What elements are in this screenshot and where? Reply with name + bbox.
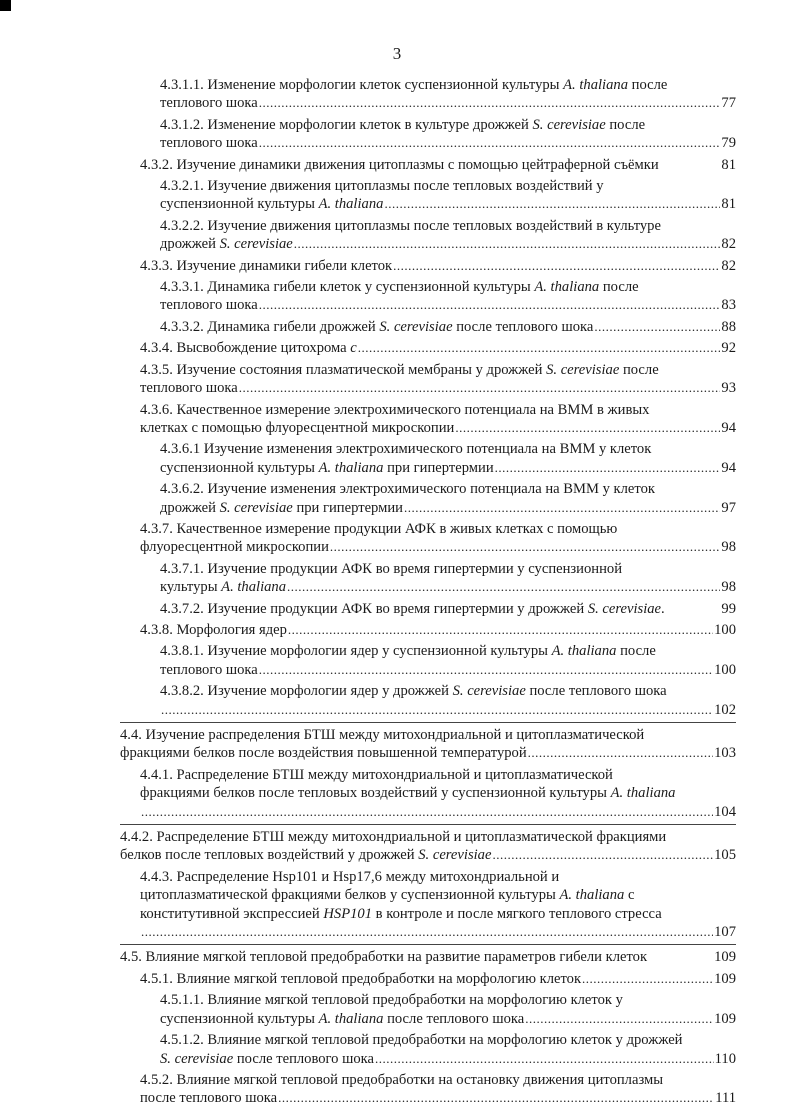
toc-page-number: 110 <box>714 1050 736 1067</box>
toc-entry-text: после теплового шока <box>140 1090 278 1107</box>
toc-entry-text: 4.3.3.2. Динамика гибели дрожжей S. cerevisiae после теплового шока <box>160 318 594 335</box>
toc-leader-dots <box>259 661 713 679</box>
toc-entry-line <box>160 459 736 477</box>
toc-entry-text: 4.3.3. Изучение динамики гибели клеток <box>140 257 393 274</box>
toc-entry-line <box>160 296 736 314</box>
toc-entry-line <box>160 480 736 498</box>
toc-entry-text: суспензионной культуры A. thaliana <box>160 196 384 213</box>
toc-leader-dots <box>528 744 713 762</box>
toc-entry-line <box>140 1089 736 1107</box>
separator-rule <box>120 824 736 825</box>
toc-entry-text: 4.3.7.2. Изучение продукции АФК во время гипертермии у дрожжей S. cerevisiae <box>160 600 662 617</box>
toc-entry-line: 4.3.7.2. Изучение продукции АФК во время гипертермии у дрожжей S. cerevisiae . 99 <box>160 600 736 617</box>
toc-entry[interactable] <box>140 1071 736 1108</box>
toc-entry-line <box>140 419 736 437</box>
toc-entry[interactable] <box>140 970 736 988</box>
toc-entry-line <box>140 401 736 419</box>
toc-entry-text: 4.4. Изучение распределения БТШ между митохондриальной и цитоплазматической <box>120 727 645 743</box>
toc-page-number: 92 <box>721 340 736 357</box>
toc-entry-line <box>160 278 736 296</box>
page-number: 3 <box>392 44 402 63</box>
toc-entry-line <box>160 991 736 1009</box>
toc-entry-line <box>140 886 736 904</box>
toc-leader-dots <box>495 459 721 477</box>
toc-entry-text: 4.3.5. Изучение состояния плазматической мембраны у дрожжей S. cerevisiae после <box>140 361 659 378</box>
toc-entry[interactable] <box>160 480 736 517</box>
toc-entry-line <box>160 134 736 152</box>
toc-entry-line <box>120 744 736 762</box>
toc-entry-text: теплового шока <box>160 95 258 112</box>
toc-entry[interactable] <box>160 177 736 214</box>
toc-entry-text: 4.3.8.2. Изучение морфологии ядер у дрожжей S. cerevisiae после теплового шока <box>160 683 667 700</box>
toc-entry-text: 4.3.2.2. Изучение движения цитоплазмы после тепловых воздействий в культуре <box>160 217 661 234</box>
toc-entry-line <box>140 257 736 275</box>
toc-entry-line <box>140 621 736 639</box>
toc-entry-line <box>160 440 736 458</box>
toc-leader-dots <box>141 923 713 941</box>
toc-page-number: 111 <box>715 1090 736 1107</box>
toc-entry[interactable] <box>140 361 736 398</box>
toc-entry-text: 4.3.6. Качественное измерение электрохимического потенциала на ВММ в живых <box>140 401 650 418</box>
toc-entry-line <box>160 560 736 578</box>
toc-entry-text: конститутивной экспрессией HSP101 в контроле и после мягкого теплового стресса <box>140 905 662 922</box>
toc-entry[interactable] <box>160 682 736 719</box>
toc-leader-dots <box>358 339 721 357</box>
toc-page-number: 98 <box>721 579 736 596</box>
toc-page-number: 88 <box>721 318 736 335</box>
toc-entry-text: 4.3.2. Изучение динамики движения цитоплазмы с помощью цейтраферной съёмки <box>140 156 659 173</box>
toc-page-number: 109 <box>714 970 736 987</box>
toc-leader-dots <box>259 134 721 152</box>
toc-entry[interactable] <box>160 560 736 597</box>
toc-entry-line <box>160 701 736 719</box>
toc-entry[interactable] <box>160 217 736 254</box>
toc-entry-line <box>140 538 736 556</box>
toc-entry-text: 4.5.2. Влияние мягкой тепловой предобработки на остановку движения цитоплазмы <box>140 1071 664 1088</box>
toc-entry-text: 4.4.2. Распределение БТШ между митохондриальной и цитоплазматической фракциями <box>120 829 667 846</box>
toc-leader-dots <box>239 379 721 397</box>
toc-leader-dots <box>330 538 721 556</box>
toc-entry[interactable] <box>140 621 736 639</box>
toc-leader-dots <box>582 970 713 988</box>
toc-entry[interactable] <box>160 642 736 679</box>
toc-entry-text: дрожжей S. cerevisiae при гипертермии <box>160 499 403 516</box>
toc-entry-text: 4.3.8. Морфология ядер <box>140 621 287 638</box>
toc-page-number: 99 <box>721 600 736 617</box>
toc-entry-text: дрожжей S. cerevisiae <box>160 236 293 253</box>
toc-leader-dots <box>259 296 721 314</box>
toc-entry-text: 4.4.1. Распределение БТШ между митохондриальной и цитоплазматической <box>140 766 613 783</box>
toc-entry-text: 4.5. Влияние мягкой тепловой предобработки на развитие параметров гибели клеток <box>120 949 648 966</box>
toc-entry-line <box>140 379 736 397</box>
toc-entry[interactable] <box>160 600 736 618</box>
toc-page-number: 102 <box>714 701 736 718</box>
toc-entry-text: 4.3.6.2. Изучение изменения электрохимического потенциала на ВММ у клеток <box>160 481 655 498</box>
toc-entry-line <box>160 177 736 195</box>
toc-entry-line <box>140 766 736 784</box>
toc-leader-dots <box>259 94 721 112</box>
toc-entry[interactable] <box>140 257 736 275</box>
toc-entry-text: 4.3.3.1. Динамика гибели клеток у суспензионной культуры A. thaliana после <box>160 279 639 296</box>
toc-leader-dots <box>141 803 713 821</box>
toc-entry-text: фракциями белков после тепловых воздействий у суспензионной культуры A. thaliana <box>140 785 676 802</box>
toc-entry-line <box>160 661 736 679</box>
toc-leader-dots <box>492 846 713 864</box>
toc-leader-dots <box>288 621 713 639</box>
toc-leader-dots <box>161 701 713 719</box>
toc-page-number: 105 <box>714 847 736 864</box>
toc-entry-text: 4.3.4. Высвобождение цитохрома с <box>140 340 357 357</box>
toc-page-number: 103 <box>714 745 736 762</box>
toc-leader-dots <box>393 257 720 275</box>
separator-rule <box>120 722 736 723</box>
toc-leader-dots <box>287 578 720 596</box>
toc-leader-dots <box>525 1010 713 1028</box>
toc-page-number: 100 <box>714 621 736 638</box>
toc-entry-text: 4.5.1.2. Влияние мягкой тепловой предобработки на морфологию клеток у дрожжей <box>160 1032 683 1049</box>
toc-entry[interactable] <box>140 766 736 821</box>
toc-entry[interactable] <box>160 1031 736 1068</box>
toc-entry-line <box>160 499 736 517</box>
toc-entry[interactable] <box>140 339 736 357</box>
toc-page-number: 82 <box>721 257 736 274</box>
toc-entry-text: теплового шока <box>160 135 258 152</box>
toc-entry-text: 4.3.8.1. Изучение морфологии ядер у суспензионной культуры A. thaliana после <box>160 643 656 660</box>
toc-entry[interactable] <box>120 726 736 763</box>
toc-entry-text: 4.3.7.1. Изучение продукции АФК во время гипертермии у суспензионной <box>160 560 623 577</box>
toc-entry-text: 4.3.1.2. Изменение морфологии клеток в культуре дрожжей S. cerevisiae после <box>160 116 646 133</box>
toc-entry-line <box>140 784 736 802</box>
toc-entry-text: 4.3.1.1. Изменение морфологии клеток суспензионной культуры A. thaliana после <box>160 77 668 93</box>
toc-entry-text: белков после тепловых воздействий у дрожжей S. cerevisiae <box>120 847 492 864</box>
toc-entry-line <box>160 682 736 700</box>
toc-page-number: 82 <box>721 236 736 253</box>
toc-entry[interactable] <box>140 156 736 174</box>
toc-entry-line <box>120 846 736 864</box>
toc-entry-line <box>140 1071 736 1089</box>
toc-entry[interactable] <box>160 991 736 1028</box>
toc-entry-text: 4.4.3. Распределение Hsp101 и Hsp17,6 между митохондриальной и <box>140 868 560 885</box>
scan-corner-mark <box>0 0 11 11</box>
toc-entry-text: цитоплазматической фракциями белков у суспензионной культуры A. thaliana с <box>140 887 635 904</box>
toc-entry-line <box>140 803 736 821</box>
toc-entry-text: теплового шока <box>160 297 258 314</box>
toc-entry-line <box>160 318 736 336</box>
toc-entry-line <box>120 948 736 966</box>
toc-entry-line <box>120 726 736 744</box>
toc-page-number: 104 <box>714 803 736 820</box>
toc-entry-line <box>120 828 736 846</box>
toc-entry-text: суспензионной культуры A. thaliana после теплового шока <box>160 1010 525 1027</box>
toc-entry-line <box>160 1050 736 1068</box>
toc-entry[interactable] <box>140 868 736 942</box>
toc-page-number: 109 <box>714 949 736 966</box>
toc-entry-line <box>140 156 736 174</box>
toc-entry-line <box>160 578 736 596</box>
toc-entry-line <box>160 116 736 134</box>
toc-leader-dots <box>594 318 720 336</box>
separator-rule <box>120 944 736 945</box>
toc-page-number: 100 <box>714 661 736 678</box>
toc-entry-line <box>160 642 736 660</box>
toc-leader-dots <box>455 419 720 437</box>
toc-entry-line <box>160 195 736 213</box>
toc-page-number: 77 <box>721 95 736 112</box>
toc-entry[interactable] <box>140 401 736 438</box>
toc-entry-text: теплового шока <box>140 380 238 397</box>
toc-entry-line <box>160 1010 736 1028</box>
toc-leader-dots <box>278 1089 714 1107</box>
toc-entry-line <box>140 923 736 941</box>
toc-entry-text: суспензионной культуры A. thaliana при гипертермии <box>160 459 494 476</box>
toc-entry-text: культуры A. thaliana <box>160 579 287 596</box>
toc-leader-dots <box>384 195 720 213</box>
toc-entry-text: флуоресцентной микроскопии <box>140 539 329 556</box>
toc-page-number: 94 <box>721 459 736 476</box>
toc-page-number: 93 <box>721 380 736 397</box>
toc-entry-text: 4.3.6.1 Изучение изменения электрохимического потенциала на ВММ у клеток <box>160 441 652 458</box>
toc-entry-line <box>140 361 736 379</box>
toc-entry-text: 4.5.1. Влияние мягкой тепловой предобработки на морфологию клеток <box>140 970 582 987</box>
toc-entry[interactable] <box>160 116 736 153</box>
toc-entry[interactable] <box>120 828 736 865</box>
toc-entry-line <box>160 1031 736 1049</box>
toc-page-number: 79 <box>721 135 736 152</box>
toc-entry[interactable] <box>160 440 736 477</box>
toc-entry-line <box>140 520 736 538</box>
toc-entry[interactable] <box>160 76 736 113</box>
toc-entry-text: фракциями белков после воздействия повышенной температурой <box>120 745 527 762</box>
toc-entry-text: клетках с помощью флуоресцентной микроскопии <box>140 419 455 436</box>
toc-entry-text: 4.5.1.1. Влияние мягкой тепловой предобработки на морфологию клеток у <box>160 992 623 1009</box>
toc-page-number: 97 <box>721 499 736 516</box>
toc-entry-line <box>160 217 736 235</box>
toc-entry[interactable] <box>120 948 736 966</box>
table-of-contents <box>0 76 794 1111</box>
toc-leader-dots <box>294 235 721 253</box>
toc-entry[interactable] <box>140 520 736 557</box>
toc-entry[interactable] <box>160 318 736 336</box>
toc-entry-line <box>140 868 736 886</box>
toc-entry-text: 4.3.2.1. Изучение движения цитоплазмы после тепловых воздействий у <box>160 178 604 195</box>
toc-entry-line <box>140 339 736 357</box>
toc-entry-line <box>140 970 736 988</box>
toc-entry-text: S. cerevisiae после теплового шока <box>160 1050 375 1067</box>
toc-page-number: 81 <box>721 196 736 213</box>
toc-leader-dots <box>375 1050 714 1068</box>
toc-page-number: 98 <box>721 539 736 556</box>
toc-entry-line <box>160 94 736 112</box>
toc-leader-dots <box>404 499 720 517</box>
toc-page-number: 81 <box>721 156 736 173</box>
toc-page-number: 107 <box>714 924 736 941</box>
toc-entry-line <box>140 905 736 923</box>
toc-page-number: 83 <box>721 297 736 314</box>
toc-entry-text: 4.3.7. Качественное измерение продукции АФК в живых клетках с помощью <box>140 520 618 537</box>
toc-entry-line <box>160 235 736 253</box>
toc-page-number: 109 <box>714 1010 736 1027</box>
toc-page-number: 94 <box>721 419 736 436</box>
toc-entry-line <box>160 76 736 94</box>
toc-entry-text: теплового шока <box>160 661 258 678</box>
toc-entry[interactable] <box>160 278 736 315</box>
